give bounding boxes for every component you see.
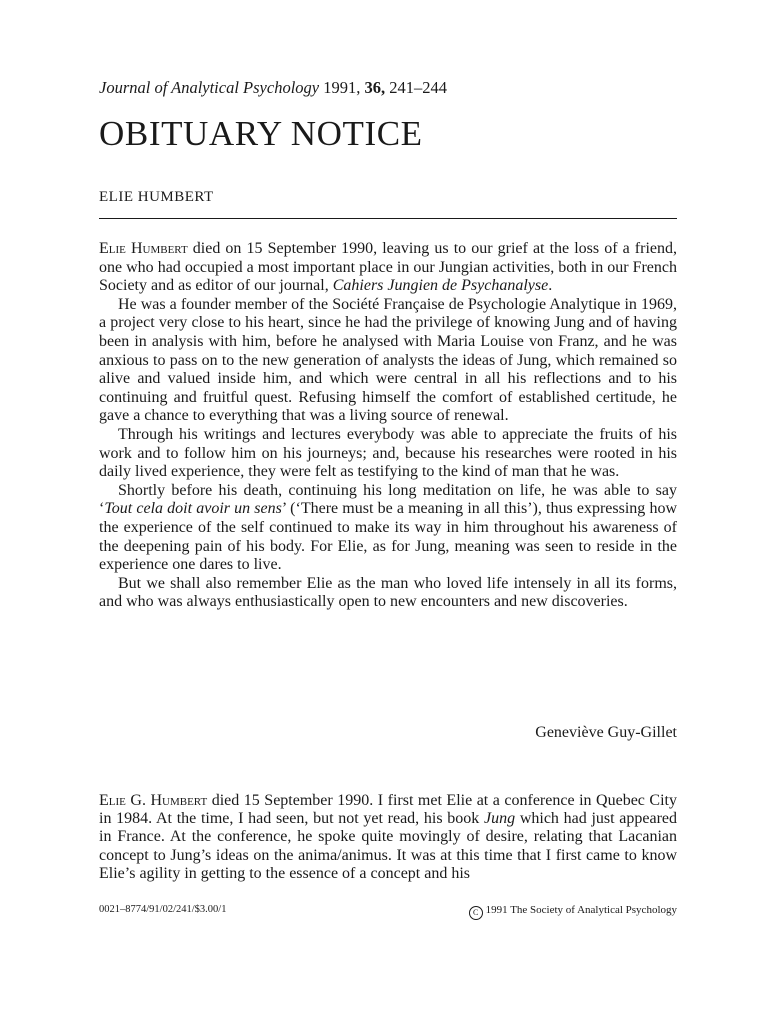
footer-copyright: C 1991 The Society of Analytical Psychology	[469, 904, 677, 920]
copyright-icon: C	[469, 906, 483, 920]
paragraph-1: Elie Humbert died on 15 September 1990, leaving us to our grief at the loss of a friend, one who had occupied a most important place in our Jungian activities, both in our French Society and as editor of our journal, Cahiers Jungien de Psychanalyse.	[99, 240, 678, 295]
journal-volume: 36,	[364, 78, 386, 97]
paragraph-3: Through his writings and lectures everybody was able to appreciate the fruits of his work and to follow him on his journeys; and, because his researches were rooted in his daily lived experience, they were felt as testifying to the kind of man that he was.	[99, 425, 677, 481]
paragraph-4: Shortly before his death, continuing his long meditation on life, he was able to say ‘Tout cela doit avoir un sens’ (‘There must be a meaning in all this’), thus expressing how the experience of the self continued to make its way in him throughout his awareness of the deepening pain of his body. For Elie, as for Jung, meaning was seen to reside in the experience one dares to live.	[99, 481, 677, 574]
page-title: OBITUARY NOTICE	[99, 114, 423, 153]
journal-title: Cahiers Jungien de Psychanalyse	[332, 277, 549, 295]
paragraph-5: But we shall also remember Elie as the man who loved life intensely in all its forms, and who was always enthusiastically open to new encounters and new discoveries.	[99, 574, 677, 611]
journal-page	[99, 0, 677, 1024]
journal-citation	[99, 78, 447, 98]
obituary-subject: ELIE HUMBERT	[99, 189, 214, 205]
journal-name: Journal of Analytical Psychology	[99, 78, 320, 97]
journal-pages: 241–244	[389, 78, 447, 97]
footer-code: 0021–8774/91/02/241/$3.00/1	[99, 904, 227, 915]
lead-name: Elie Humbert	[99, 240, 188, 257]
tribute-guy-gillet	[99, 240, 677, 612]
paragraph-6: Elie G. Humbert died 15 September 1990. I first met Elie at a conference in Quebec City in 1984. At the time, I had seen, but not yet read, his book Jung which had just appeared in France. At the conference, he spoke quite movingly of desire, relating that Lacanian concept to Jung’s ideas on the anima/animus. It was at this time that I first came to know Elie’s agility in getting to the essence of a concept and his	[99, 792, 678, 882]
book-title: Jung	[484, 810, 516, 828]
author-signature: Geneviève Guy-Gillet	[535, 724, 677, 741]
paragraph-2: He was a founder member of the Société Française de Psychologie Analytique in 1969, a project very close to his heart, since he had the privilege of knowing Jung and of having been in analysis with him, before he analysed with Maria Louise von Franz, and he was anxious to pass on to the new generation of analysts the ideas of Jung, which remained so alive and valued inside him, and which were central in all his reflections and to his continuing and fruitful quest. Refusing himself the comfort of established certitude, he gave a chance to everything that was a living source of renewal.	[99, 295, 677, 425]
lead-name-2: Elie G. Humbert	[99, 792, 208, 809]
journal-year: 1991,	[323, 78, 361, 97]
quote: Tout cela doit avoir un sens	[104, 500, 282, 518]
tribute-second	[99, 792, 677, 883]
divider	[99, 218, 677, 219]
